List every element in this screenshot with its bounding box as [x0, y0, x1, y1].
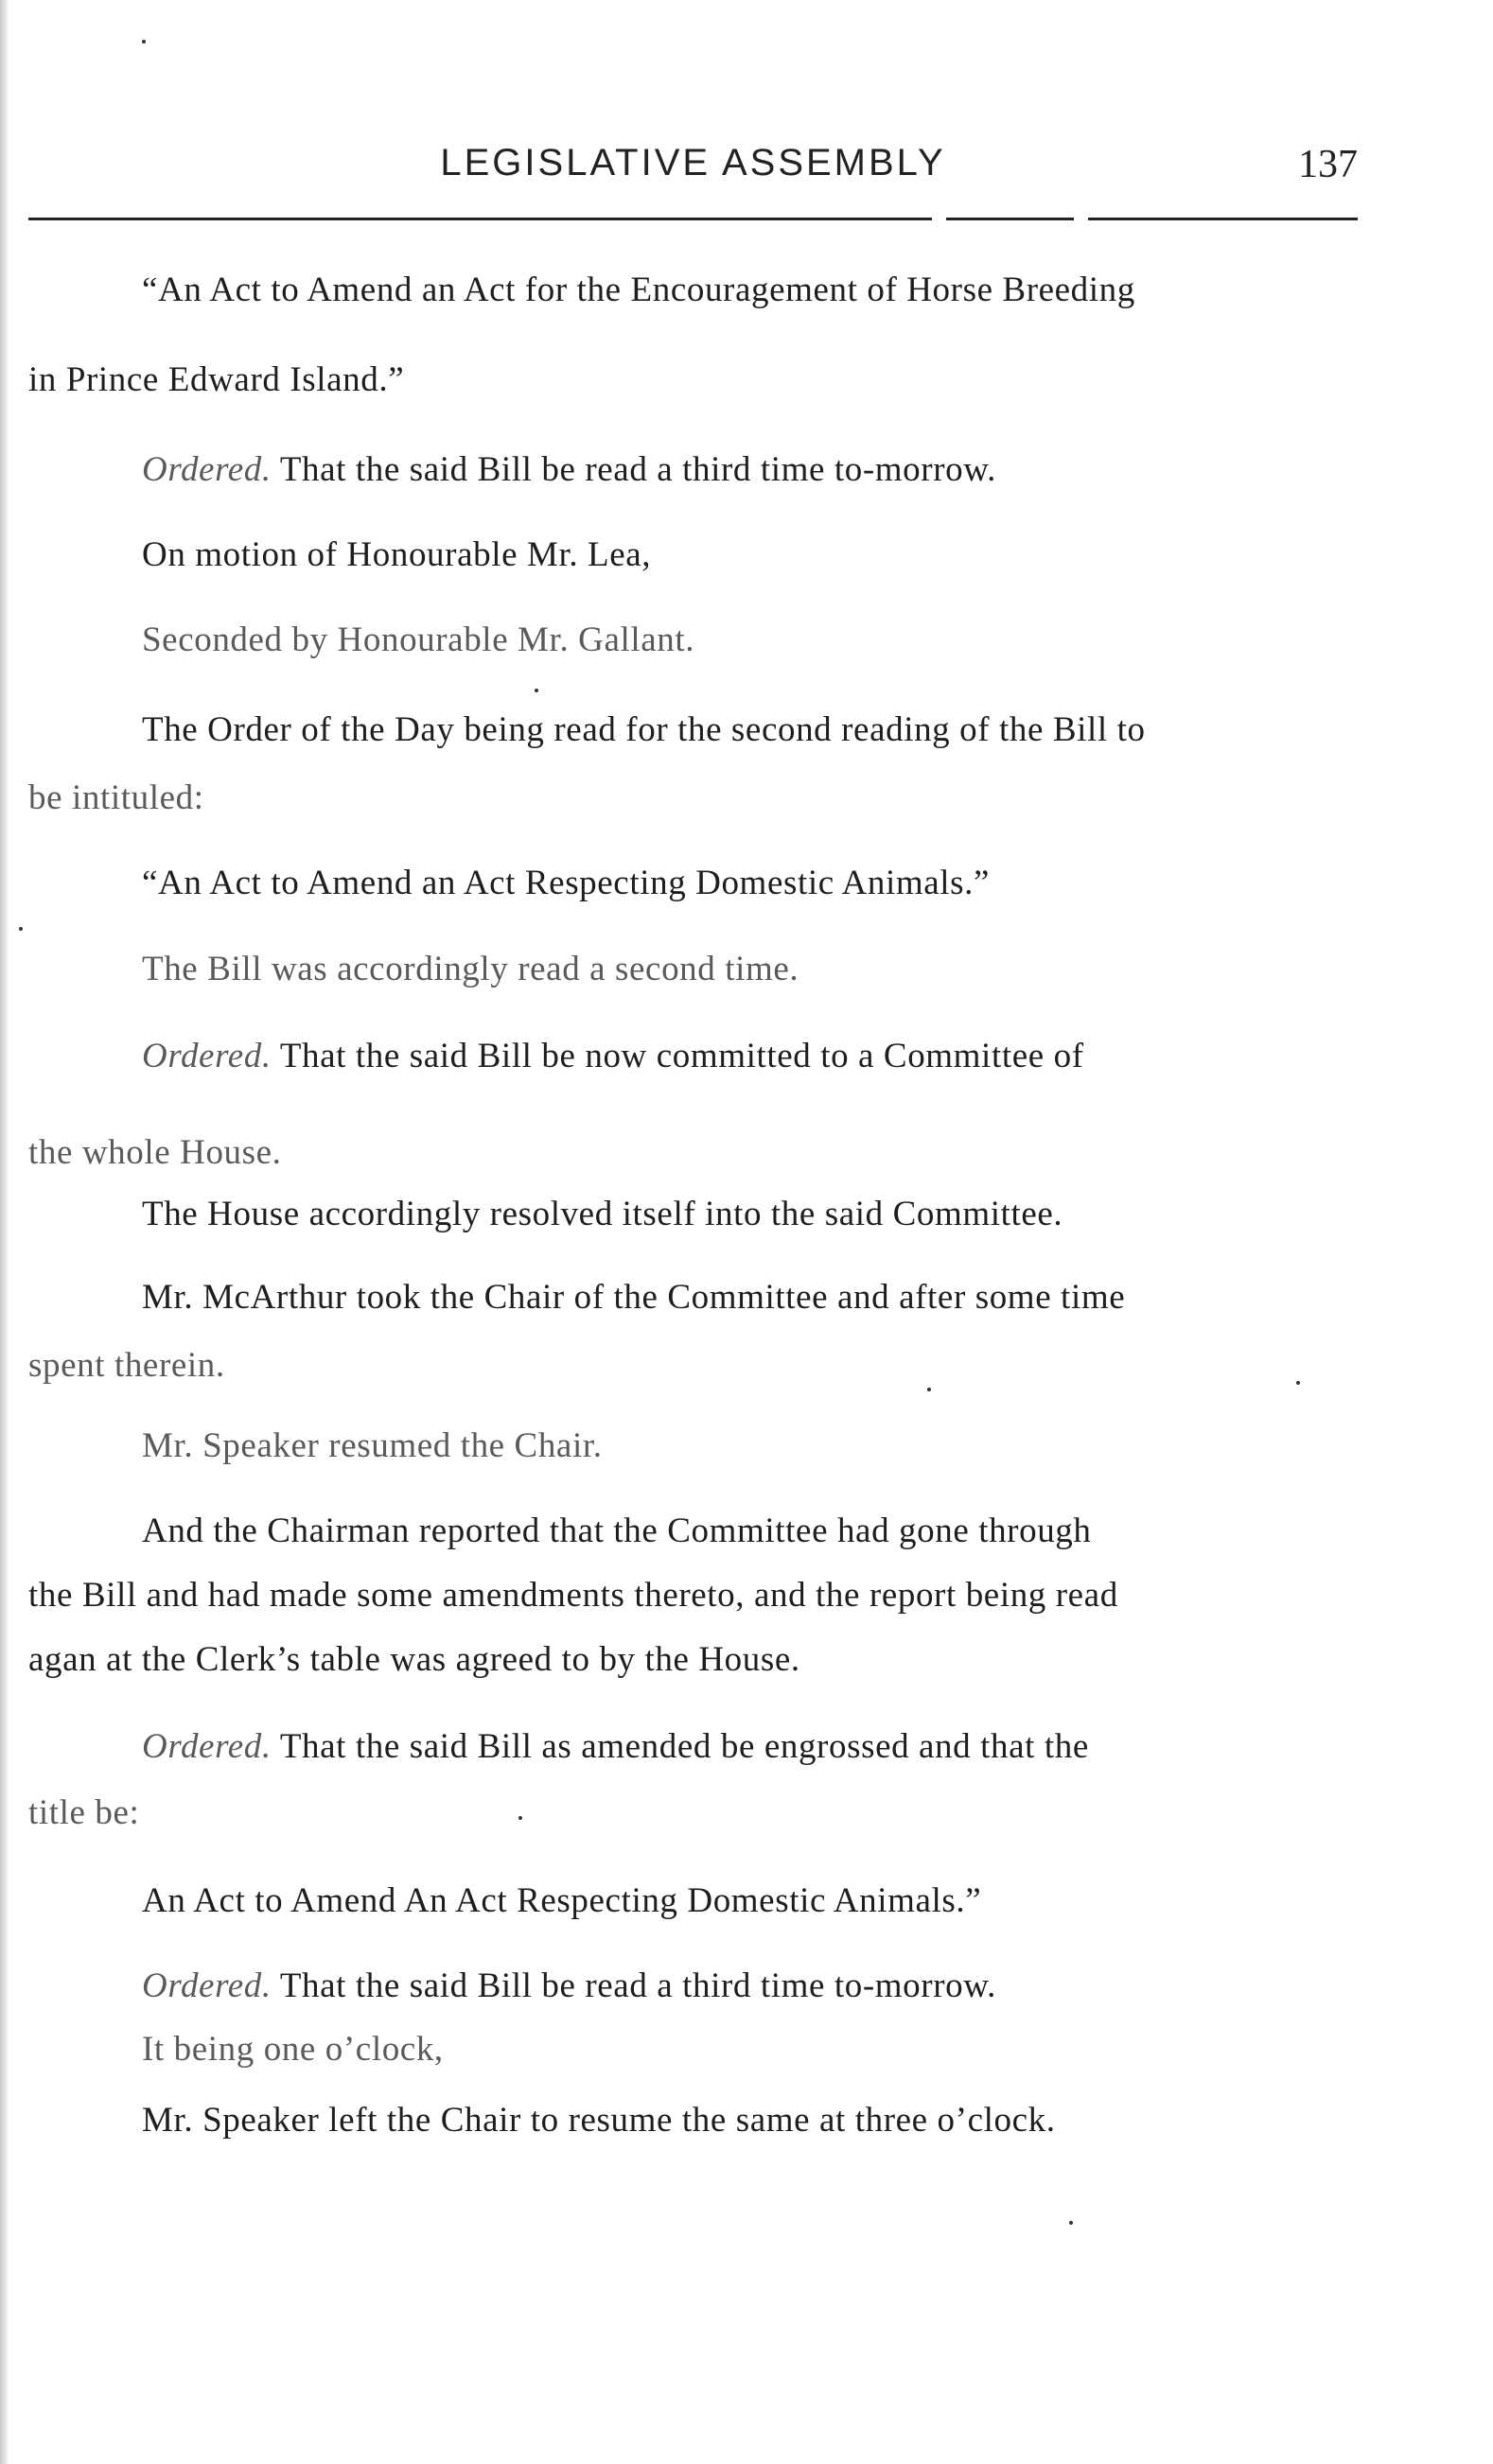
header-rule — [1088, 218, 1358, 220]
ordered-label: Ordered. — [142, 1966, 272, 2005]
scan-speck — [535, 689, 538, 692]
running-title: LEGISLATIVE ASSEMBLY — [440, 142, 946, 183]
scan-speck — [19, 927, 23, 931]
header-rule — [946, 218, 1074, 220]
ordered-text: That the said Bill be now committed to a Committee of — [279, 1037, 1084, 1075]
text-line: The Order of the Day being read for the second reading of the Bill to — [142, 710, 1146, 749]
scan-speck — [1069, 2221, 1073, 2225]
text-line: Seconded by Honourable Mr. Gallant. — [142, 620, 695, 659]
text-line: The Bill was accordingly read a second time. — [142, 950, 799, 988]
ordered-text: That the said Bill be read a third time to-morrow. — [279, 450, 996, 489]
text-line: And the Chairman reported that the Committee had gone through — [142, 1512, 1092, 1550]
text-line: in Prince Edward Island.” — [28, 360, 405, 399]
ordered-text: That the said Bill as amended be engrossed and that the — [279, 1727, 1089, 1766]
ordered-text: That the said Bill be read a third time to-morrow. — [279, 1966, 996, 2005]
page-number: 137 — [1298, 143, 1358, 186]
text-line: agan at the Clerk’s table was agreed to by the House. — [28, 1640, 800, 1679]
text-line: the whole House. — [28, 1133, 282, 1172]
page-header — [28, 142, 1358, 199]
text-line: It being one o’clock, — [142, 2030, 444, 2069]
text-line: spent therein. — [28, 1346, 225, 1385]
text-line: Mr. McArthur took the Chair of the Committee and after some time — [142, 1278, 1126, 1317]
ordered-paragraph — [142, 1966, 996, 2006]
scan-speck — [142, 40, 146, 44]
text-line: be intituled: — [28, 778, 204, 817]
ordered-paragraph — [142, 449, 996, 490]
ordered-label: Ordered. — [142, 450, 272, 489]
page-edge-shadow — [0, 0, 9, 2464]
text-line: “An Act to Amend an Act for the Encouragement of Horse Breeding — [142, 271, 1135, 309]
header-rule — [28, 218, 932, 220]
text-line: title be: — [28, 1793, 140, 1832]
text-line: The House accordingly resolved itself into the said Committee. — [142, 1195, 1063, 1233]
scan-speck — [1296, 1381, 1300, 1385]
text-line: An Act to Amend An Act Respecting Domestic Animals.” — [142, 1881, 982, 1920]
text-line: On motion of Honourable Mr. Lea, — [142, 535, 652, 574]
ordered-paragraph — [142, 1726, 1089, 1767]
ordered-paragraph — [142, 1036, 1084, 1076]
scan-speck — [518, 1816, 522, 1820]
scan-speck — [927, 1388, 931, 1391]
ordered-label: Ordered. — [142, 1037, 272, 1075]
text-line: the Bill and had made some amendments thereto, and the report being read — [28, 1576, 1118, 1615]
ordered-label: Ordered. — [142, 1727, 272, 1766]
text-line: “An Act to Amend an Act Respecting Domestic Animals.” — [142, 864, 991, 902]
text-line: Mr. Speaker left the Chair to resume the same at three o’clock. — [142, 2101, 1056, 2140]
text-line: Mr. Speaker resumed the Chair. — [142, 1426, 603, 1465]
